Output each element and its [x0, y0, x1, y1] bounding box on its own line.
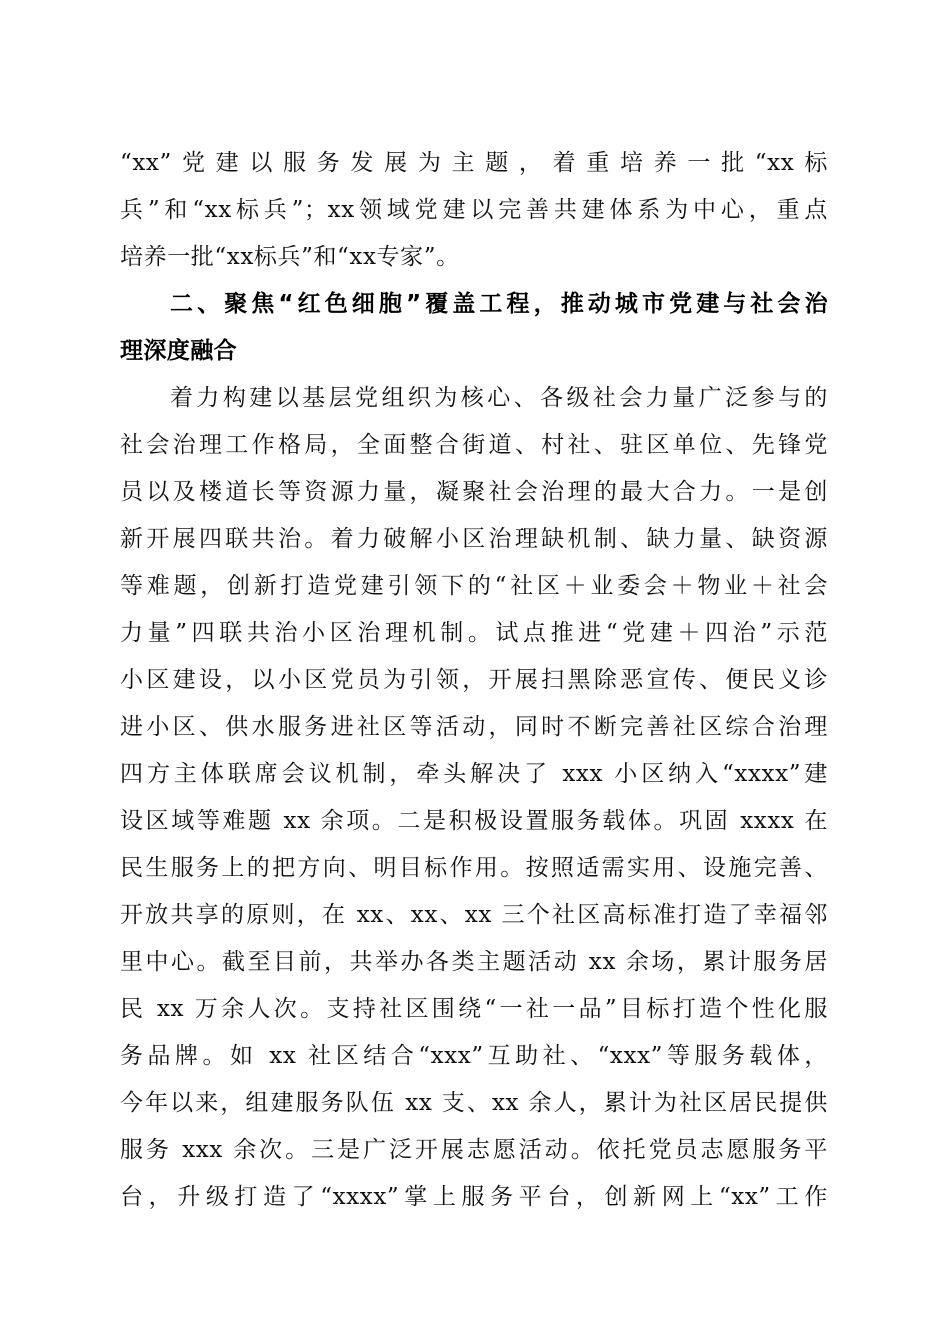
paragraph-line: 设区域等难题 xx 余项。二是积极设置服务载体。巩固 xxxx 在 — [120, 808, 828, 834]
paragraph-line: 小区建设，以小区党员为引领，开展扫黑除恶宣传、便民义诊 — [120, 667, 828, 693]
paragraph-line: 新开展四联共治。着力破解小区治理缺机制、缺力量、缺资源 — [120, 526, 828, 552]
paragraph-line: 台，升级打造了“xxxx”掌上服务平台，创新网上“xx”工作 — [120, 1184, 828, 1210]
paragraph-line: 民 xx 万余人次。支持社区围绕“一社一品”目标打造个性化服 — [120, 996, 828, 1022]
paragraph-line: 民生服务上的把方向、明目标作用。按照适需实用、设施完善、 — [120, 855, 828, 881]
paragraph-line: 四方主体联席会议机制，牵头解决了 xxx 小区纳入“xxxx”建 — [120, 761, 828, 787]
paragraph-line: 今年以来，组建服务队伍 xx 支、xx 余人，累计为社区居民提供 — [120, 1090, 828, 1116]
paragraph-line: 务品牌。如 xx 社区结合“xxx”互助社、“xxx”等服务载体， — [120, 1043, 828, 1069]
paragraph-line: 服务 xxx 余次。三是广泛开展志愿活动。依托党员志愿服务平 — [120, 1137, 828, 1163]
paragraph-line: 培养一批“xx标兵”和“xx专家”。 — [120, 244, 460, 270]
section-heading: 理深度融合 — [120, 338, 237, 364]
paragraph-line: 员以及楼道长等资源力量，凝聚社会治理的最大合力。一是创 — [120, 479, 828, 505]
paragraph-line: 开放共享的原则，在 xx、xx、xx 三个社区高标准打造了幸福邻 — [120, 902, 828, 928]
paragraph-line: 里中心。截至目前，共举办各类主题活动 xx 余场，累计服务居 — [120, 949, 828, 975]
paragraph-line: 力量”四联共治小区治理机制。试点推进“党建＋四治”示范 — [120, 620, 828, 646]
paragraph-line: “xx”党建以服务发展为主题，着重培养一批“xx标 — [120, 150, 828, 176]
section-heading: 二、聚焦“红色细胞”覆盖工程，推动城市党建与社会治 — [170, 291, 828, 317]
paragraph-line: 进小区、供水服务进社区等活动，同时不断完善社区综合治理 — [120, 714, 828, 740]
paragraph-line: 兵”和“xx标兵”；xx领域党建以完善共建体系为中心，重点 — [120, 197, 828, 223]
paragraph-line: 着力构建以基层党组织为核心、各级社会力量广泛参与的 — [170, 385, 828, 411]
paragraph-line: 等难题，创新打造党建引领下的“社区＋业委会＋物业＋社会 — [120, 573, 828, 599]
paragraph-line: 社会治理工作格局，全面整合街道、村社、驻区单位、先锋党 — [120, 432, 828, 458]
